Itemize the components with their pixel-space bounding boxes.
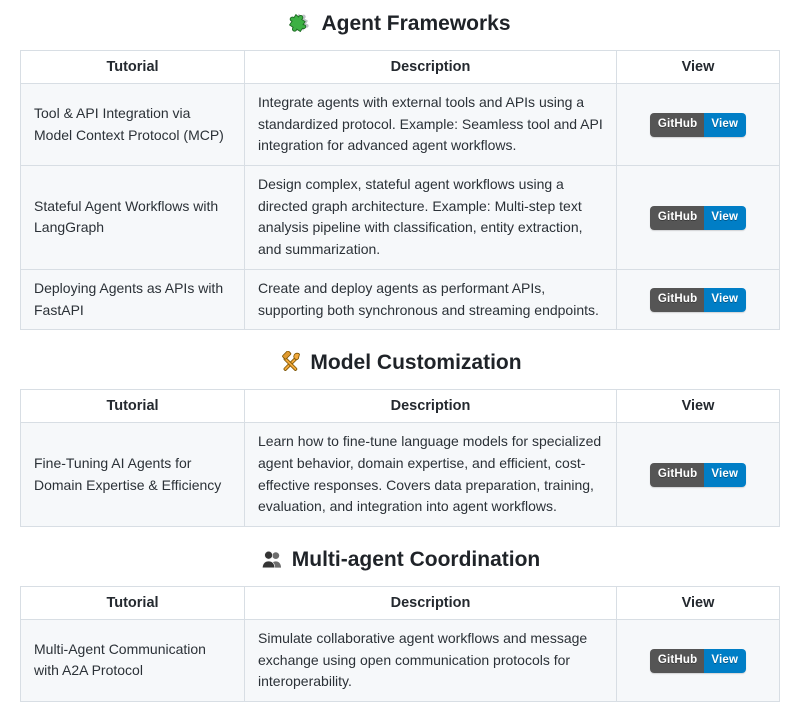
section-model-customization xyxy=(0,349,800,527)
badge-github-label[interactable]: GitHub xyxy=(650,463,705,487)
table-header-row xyxy=(21,390,780,423)
section-title-agent-frameworks xyxy=(0,10,800,38)
section-title-multi-agent-coordination xyxy=(0,546,800,574)
section-title-text: Agent Frameworks xyxy=(321,12,511,35)
github-view-badge[interactable] xyxy=(650,649,746,673)
section-agent-frameworks xyxy=(0,10,800,330)
table-row xyxy=(21,423,780,527)
github-view-badge[interactable] xyxy=(650,113,746,137)
column-header-tutorial: Tutorial xyxy=(21,586,245,619)
column-header-tutorial: Tutorial xyxy=(21,51,245,84)
agent-frameworks-table xyxy=(20,50,780,330)
badge-view-label[interactable]: View xyxy=(704,206,746,230)
column-header-description: Description xyxy=(245,51,617,84)
view-cell xyxy=(617,84,780,166)
column-header-view: View xyxy=(617,390,780,423)
hammer-wrench-icon xyxy=(278,351,302,375)
section-title-text: Multi-agent Coordination xyxy=(291,547,541,571)
column-header-view: View xyxy=(617,586,780,619)
github-view-badge[interactable] xyxy=(650,288,746,312)
model-customization-table xyxy=(20,389,780,527)
column-header-view: View xyxy=(617,51,780,84)
tutorial-cell: Stateful Agent Workflows with LangGraph xyxy=(21,166,245,270)
busts-in-silhouette-icon xyxy=(260,548,284,572)
column-header-description: Description xyxy=(245,586,617,619)
section-multi-agent-coordination xyxy=(0,546,800,702)
table-row xyxy=(21,269,780,329)
multi-agent-coordination-table xyxy=(20,586,780,702)
tutorial-cell: Tool & API Integration via Model Context Protocol (MCP) xyxy=(21,84,245,166)
table-row xyxy=(21,619,780,701)
tutorial-cell: Fine-Tuning AI Agents for Domain Expertise & Efficiency xyxy=(21,423,245,527)
table-row xyxy=(21,84,780,166)
badge-view-label[interactable]: View xyxy=(704,113,746,137)
table-header-row xyxy=(21,586,780,619)
view-cell xyxy=(617,423,780,527)
badge-github-label[interactable]: GitHub xyxy=(650,113,705,137)
tutorial-cell: Multi-Agent Communication with A2A Protocol xyxy=(21,619,245,701)
description-cell: Integrate agents with external tools and APIs using a standardized protocol. Example: Seamless tool and API integration for advanced agent workflows. xyxy=(245,84,617,166)
badge-github-label[interactable]: GitHub xyxy=(650,206,705,230)
badge-view-label[interactable]: View xyxy=(704,649,746,673)
table-header-row xyxy=(21,51,780,84)
column-header-tutorial: Tutorial xyxy=(21,390,245,423)
column-header-description: Description xyxy=(245,390,617,423)
badge-github-label[interactable]: GitHub xyxy=(650,649,705,673)
section-title-model-customization xyxy=(0,349,800,377)
description-cell: Design complex, stateful agent workflows using a directed graph architecture. Example: Multi-step text analysis pipeline with classification, entity extraction, and summarization. xyxy=(245,166,617,270)
view-cell xyxy=(617,619,780,701)
github-view-badge[interactable] xyxy=(650,206,746,230)
description-cell: Create and deploy agents as performant APIs, supporting both synchronous and streaming endpoints. xyxy=(245,269,617,329)
tutorial-cell: Deploying Agents as APIs with FastAPI xyxy=(21,269,245,329)
description-cell: Learn how to fine-tune language models for specialized agent behavior, domain expertise, and efficient, cost-effective responses. Covers data preparation, training, evaluation, and integration into agent workflows. xyxy=(245,423,617,527)
table-row xyxy=(21,166,780,270)
github-view-badge[interactable] xyxy=(650,463,746,487)
section-title-text: Model Customization xyxy=(310,351,522,375)
view-cell xyxy=(617,269,780,329)
badge-view-label[interactable]: View xyxy=(704,288,746,312)
view-cell xyxy=(617,166,780,270)
badge-github-label[interactable]: GitHub xyxy=(650,288,705,312)
badge-view-label[interactable]: View xyxy=(704,463,746,487)
puzzle-piece-icon xyxy=(289,12,313,36)
description-cell: Simulate collaborative agent workflows and message exchange using open communication protocols for interoperability. xyxy=(245,619,617,701)
